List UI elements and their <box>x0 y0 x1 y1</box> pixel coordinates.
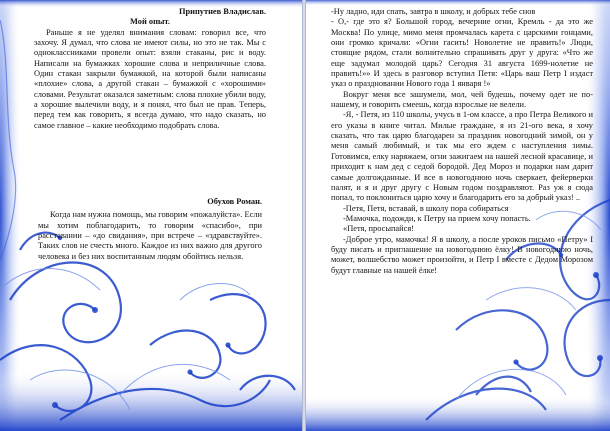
essay-1-author: Припутнев Владислав. <box>178 7 266 16</box>
story-paragraph-3: Вокруг меня все зашумели, мол, чей будешь, почему одет не по-нашему, и говорить смеешь, когда взрослые не велели. <box>331 89 593 110</box>
story-paragraph-7: «Петя, просыпайся! <box>343 224 414 234</box>
story <box>331 7 593 276</box>
story-paragraph-5: -Петя, Петя, вставай, в школу пора собираться <box>343 203 509 213</box>
right-page <box>306 0 610 431</box>
essay-1 <box>34 7 266 131</box>
story-paragraph-2: - О,- где это я? Большой город, вечерние огни, Кремль - да это же Москва! По улице, мимо меня промчалась карета с царскими гонцами, они громко кричали: «Огни гасить! Новолетие не править!» Люди, стоящие рядом, стали волнительно спрашивать друг у друга: «Что же еще задумал молодой царь? Сегодня 31 августа 1699-нолетие не править!»» И здесь в разговор вступил Петя: «Царь ваш Петр I издаст указ о праздновании Нового года 1 января !» <box>331 17 593 89</box>
story-paragraph-6: -Мамочка, подожди, к Петру на прием хочу попасть. <box>343 213 531 223</box>
left-page <box>0 0 302 431</box>
story-paragraph-8: -Доброе утро, мамочка! Я в школу, а после уроков письмо «Петру» I буду писать и приглашение на новогоднюю ёлку! В новогоднюю ночь, может, волшебство может произойти, и Петр I вместе с Дедом Морозом будут главные на нашей ёлке! <box>331 234 593 275</box>
essay-2-body: Когда нам нужна помощь, мы говорим «пожалуйста». Если мы хотим поблагодарить, то говорим «спасибо», при расставании – «до свидания», при встрече – «здравствуйте». Таких слов не счесть много. Каждое из них важно для другого человека и без них воспитанным людям обойтись нельзя. <box>38 210 262 261</box>
essay-2-author: Обухов Роман. <box>207 197 262 206</box>
story-paragraph-4: -Я, - Петя, из 110 школы, учусь в 1-ом классе, а про Петра Великого и его указы в книге читал. Милые граждане, я из 21-ого века, я хочу сказать, что так царю благодарен за праздник новогодний зимой, он у меня самый любимый, и так мы его ждем с наступления зимы. Готовимся, елку наряжаем, огни зажигаем на нашей лесной красавице, и приходит к нам дед с седой бородой. Дед Мороз и подарки нам дарит самые долгожданные. И все в новогоднюю ночь сверкает, фейерверки палят, и я и друг другу с Новым годом поздравляют. Раз уж я сюда попал, то поклониться царю хочу и благодарить его за добрый указ! .. <box>331 110 593 203</box>
essay-1-title: Мой опыт. <box>129 17 171 27</box>
essay-1-body: Раньше я не уделял внимания словам: говорил все, что захочу. Я думал, что слова не имеют силы, но это не так. Мы с одноклассниками провели опыт: взяли стаканы, рис и воду. Написали на бумажках хорошие слова и неприличные слова. Один стакан закрыли бумажкой, на которой были написаны «плохие» слова, а другой стакан – бумажкой с «хорошими» словами. Результат оказался заметным: слова плохие убили воду, а хорошие вылечили воду, и я понял, что был не прав. Теперь, перед тем как говорить, я всегда думаю, что надо сказать, но самое главное – какие необходимо подобрать слова. <box>34 27 266 130</box>
story-paragraph-1: -Ну ладно, иди спать, завтра в школу, и добрых тебе снов <box>331 7 536 16</box>
essay-2 <box>38 197 262 262</box>
